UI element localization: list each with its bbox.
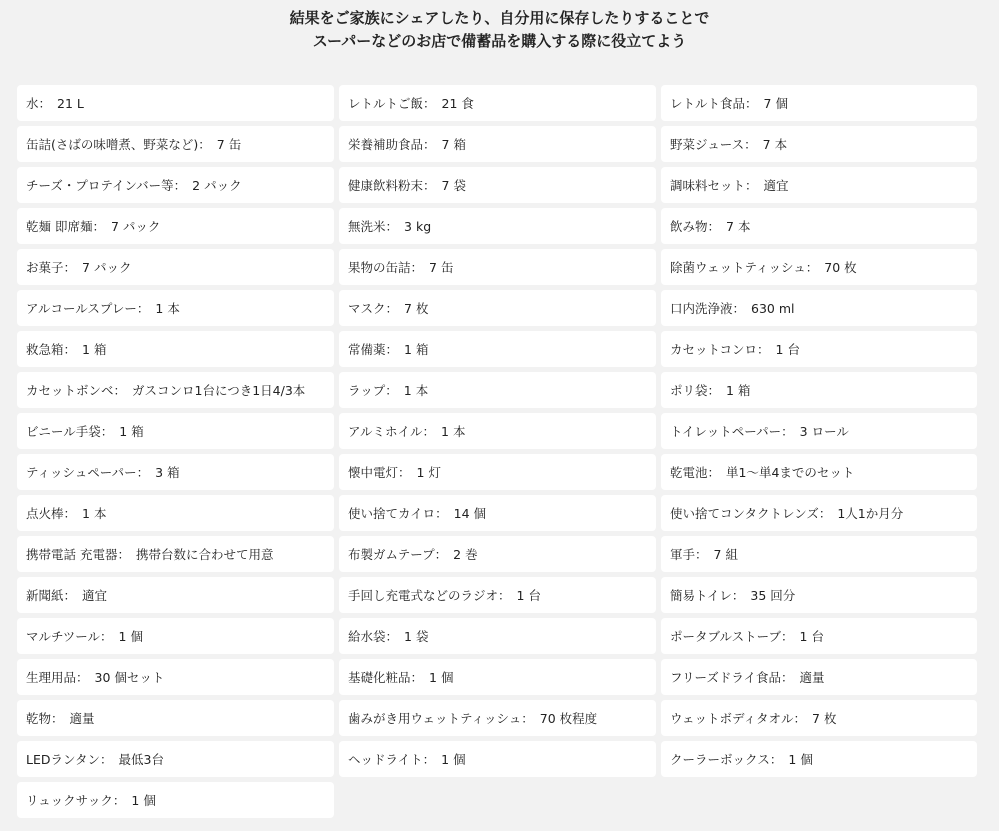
item-quantity: 1 箱 (82, 342, 107, 357)
item-quantity: 7 本 (726, 219, 751, 234)
item-separator: ： (63, 260, 77, 275)
item-quantity: 1 本 (82, 506, 107, 521)
item-separator: ： (92, 219, 105, 234)
item-quantity: 3 箱 (155, 465, 180, 480)
item-separator: ： (410, 260, 424, 275)
item-name: 軍手 (670, 547, 696, 562)
item-separator: ： (781, 670, 794, 685)
item-quantity: 630 ml (751, 300, 795, 316)
stockpile-item (661, 495, 977, 531)
stockpile-item (17, 372, 334, 408)
item-separator: ： (410, 670, 424, 685)
item-name: ティッシュペーパー (26, 465, 137, 480)
item-separator: ： (100, 424, 114, 439)
item-separator: ： (76, 670, 89, 685)
item-quantity: 7 枚 (812, 711, 837, 726)
stockpile-item (339, 85, 656, 121)
item-quantity: 1 本 (403, 383, 429, 398)
item-separator: ： (63, 342, 77, 357)
item-name: 歯みがき用ウェットティッシュ (348, 711, 522, 726)
item-separator: ： (422, 752, 436, 767)
item-quantity: 1 本 (155, 301, 180, 316)
item-quantity: 3 ロール (799, 424, 849, 439)
item-name: 懐中電灯 (348, 465, 399, 480)
stockpile-item (339, 290, 656, 326)
stockpile-item (17, 208, 334, 244)
item-name: ポータブルストーブ (670, 629, 782, 644)
item-name: 給水袋 (348, 629, 386, 644)
item-name: 手回し充電式などのラジオ (348, 588, 499, 603)
stockpile-item (17, 454, 334, 490)
item-name: 水 (26, 96, 39, 111)
item-quantity: 適量 (799, 670, 825, 685)
stockpile-item (339, 331, 656, 367)
item-quantity: 1 灯 (416, 465, 441, 480)
item-separator: ： (117, 547, 130, 562)
item-quantity: 2 パック (192, 178, 242, 193)
stockpile-item (661, 618, 977, 654)
item-quantity: 14 個 (453, 506, 487, 521)
stockpile-item (661, 536, 977, 572)
item-name: 乾電池 (670, 465, 708, 480)
item-name: ビニール手袋 (26, 424, 101, 439)
item-quantity: 1 個 (788, 752, 813, 767)
item-quantity: 1 箱 (119, 424, 144, 439)
item-quantity: 7 パック (82, 260, 132, 275)
item-separator: ： (731, 588, 745, 603)
item-separator: ： (707, 219, 721, 234)
item-name: チーズ・プロテインバー等 (26, 178, 174, 193)
item-name: トイレットペーパー (670, 424, 782, 439)
item-name: 常備薬 (348, 342, 386, 357)
item-quantity: 1 個 (118, 629, 143, 644)
item-quantity: 1 台 (516, 588, 541, 603)
item-name: 缶詰(さばの味噌煮、野菜など) (26, 137, 199, 152)
item-name: 携帯電話 充電器 (26, 547, 118, 562)
item-separator: ： (63, 588, 77, 603)
item-name: 栄養補助食品 (348, 137, 424, 152)
stockpile-item (339, 249, 656, 285)
item-name: 無洗米 (348, 219, 386, 234)
item-separator: ： (198, 137, 211, 152)
item-quantity: 適宜 (763, 178, 789, 193)
item-quantity: 7 組 (713, 547, 738, 562)
item-quantity: 70 枚程度 (539, 711, 598, 726)
item-name: 簡易トイレ (670, 588, 732, 603)
stockpile-item (339, 536, 656, 572)
item-quantity: 7 袋 (441, 178, 466, 193)
stockpile-item (17, 167, 334, 203)
item-separator: ： (757, 342, 770, 357)
stockpile-item (17, 126, 334, 162)
item-name: 使い捨てコンタクトレンズ (670, 506, 819, 521)
stockpile-item (339, 126, 656, 162)
stockpile-item (339, 208, 656, 244)
stockpile-item (17, 413, 334, 449)
stockpile-item (339, 741, 656, 777)
item-quantity: 7 缶 (429, 260, 454, 275)
stockpile-item (661, 372, 977, 408)
stockpile-item (17, 700, 334, 736)
item-separator: ： (745, 96, 758, 111)
item-quantity: 7 パック (111, 219, 161, 234)
item-name: 点火棒 (26, 506, 64, 521)
item-quantity: 7 箱 (441, 137, 466, 152)
item-name: ラップ (348, 383, 386, 398)
stockpile-item (661, 413, 977, 449)
stockpile-item (661, 249, 977, 285)
item-separator: ： (707, 465, 721, 480)
item-name: アルコールスプレー (26, 301, 137, 316)
item-separator: ： (385, 219, 399, 234)
item-separator: ： (732, 301, 746, 316)
item-separator: ： (385, 629, 399, 644)
item-quantity: 1 個 (429, 670, 454, 685)
item-quantity: 30 個セット (94, 670, 165, 685)
item-name: クーラーボックス (670, 752, 770, 767)
item-separator: ： (385, 301, 399, 316)
item-name: 使い捨てカイロ (348, 506, 436, 521)
stockpile-item (339, 413, 656, 449)
item-name: 口内洗浄液 (670, 301, 733, 316)
stockpile-item (661, 126, 977, 162)
item-separator: ： (51, 711, 64, 726)
item-name: ヘッドライト (348, 752, 423, 767)
stockpile-item (661, 208, 977, 244)
item-separator: ： (385, 383, 398, 398)
stockpile-item (661, 85, 977, 121)
stockpile-item (17, 782, 334, 818)
item-name: 基礎化粧品 (348, 670, 411, 685)
stockpile-item (17, 249, 334, 285)
item-separator: ： (769, 752, 783, 767)
item-quantity: 1 袋 (404, 629, 429, 644)
item-quantity: 1 本 (441, 424, 466, 439)
stockpile-item (17, 290, 334, 326)
stockpile-item (661, 167, 977, 203)
stockpile-item (17, 331, 334, 367)
item-name: マスク (348, 301, 386, 316)
item-separator: ： (100, 752, 113, 767)
item-separator: ： (818, 506, 832, 521)
item-separator: ： (63, 506, 77, 521)
stockpile-item (339, 659, 656, 695)
stockpile-item (339, 618, 656, 654)
stockpile-item (661, 290, 977, 326)
item-name: LEDランタン (26, 752, 100, 767)
item-name: 生理用品 (26, 670, 77, 685)
stockpile-item (661, 331, 977, 367)
item-name: 布製ガムテープ (348, 547, 435, 562)
item-quantity: 1 台 (775, 342, 800, 357)
item-name: 野菜ジュース (670, 137, 745, 152)
item-quantity: 7 本 (762, 137, 788, 152)
item-quantity: 70 枚 (824, 260, 857, 275)
item-separator: ： (423, 96, 436, 111)
stockpile-item (339, 454, 656, 490)
item-separator: ： (100, 629, 113, 644)
item-name: 除菌ウェットティッシュ (670, 260, 806, 275)
header-line-2: スーパーなどのお店で備蓄品を購入する際に役立てよう (312, 32, 687, 50)
stockpile-item (339, 700, 656, 736)
item-quantity: 7 缶 (216, 137, 242, 152)
header-line-1: 結果をご家族にシェアしたり、自分用に保存したりすることで (289, 9, 710, 27)
stockpile-item (17, 85, 334, 121)
item-quantity: 1 台 (799, 629, 824, 644)
stockpile-item (17, 495, 334, 531)
stockpile-item (661, 454, 977, 490)
item-separator: ： (136, 465, 150, 480)
item-name: 健康飲料粉末 (348, 178, 424, 193)
item-quantity: 適宜 (82, 588, 108, 603)
item-separator: ： (434, 547, 448, 562)
item-quantity: 7 個 (763, 96, 788, 111)
item-name: 救急箱 (26, 342, 64, 357)
item-separator: ： (521, 711, 534, 726)
item-separator: ： (744, 137, 757, 152)
item-separator: ： (435, 506, 448, 521)
item-separator: ： (781, 424, 794, 439)
item-name: レトルトご飯 (348, 96, 424, 111)
item-quantity: 単1〜単4までのセット (726, 465, 855, 480)
item-quantity: 1人1か月分 (837, 506, 904, 521)
stockpile-item-grid (17, 85, 977, 818)
stockpile-item (339, 372, 656, 408)
item-separator: ： (781, 629, 794, 644)
stockpile-item (661, 577, 977, 613)
item-name: アルミホイル (348, 424, 423, 439)
item-name: 果物の缶詰 (348, 260, 411, 275)
stockpile-item (661, 659, 977, 695)
item-name: ポリ袋 (670, 383, 708, 398)
item-name: お菓子 (26, 260, 64, 275)
item-quantity: 7 枚 (404, 301, 429, 316)
item-name: 乾麺 即席麺 (26, 219, 93, 234)
item-name: フリーズドライ食品 (670, 670, 782, 685)
item-quantity: 21 食 (441, 96, 474, 111)
item-quantity: 35 回分 (750, 588, 796, 603)
item-quantity: 1 箱 (726, 383, 751, 398)
stockpile-item (339, 495, 656, 531)
item-quantity: 1 個 (131, 793, 156, 808)
item-separator: ： (423, 137, 436, 152)
item-separator: ： (422, 424, 436, 439)
item-separator: ： (805, 260, 819, 275)
item-name: レトルト食品 (670, 96, 746, 111)
item-name: 乾物 (26, 711, 52, 726)
item-quantity: 2 巻 (453, 547, 478, 562)
item-quantity: ガスコンロ1台につき1日4/3本 (132, 383, 306, 398)
stockpile-item (17, 536, 334, 572)
item-separator: ： (423, 178, 436, 193)
item-separator: ： (498, 588, 511, 603)
item-quantity: 携帯台数に合わせて用意 (136, 547, 274, 562)
item-separator: ： (745, 178, 758, 193)
stockpile-item (17, 577, 334, 613)
stockpile-item (661, 741, 977, 777)
item-separator: ： (385, 342, 399, 357)
item-quantity: 1 箱 (404, 342, 429, 357)
item-separator: ： (38, 96, 52, 111)
item-separator: ： (398, 465, 411, 480)
item-separator: ： (793, 711, 807, 726)
item-name: 調味料セット (670, 178, 746, 193)
item-separator: ： (136, 301, 150, 316)
stockpile-item (661, 700, 977, 736)
item-separator: ： (112, 793, 126, 808)
item-separator: ： (707, 383, 721, 398)
item-name: マルチツール (26, 629, 101, 644)
item-name: カセットコンロ (670, 342, 758, 357)
item-separator: ： (695, 547, 708, 562)
stockpile-item (339, 577, 656, 613)
stockpile-item (17, 741, 334, 777)
item-separator: ： (173, 178, 187, 193)
item-name: 飲み物 (670, 219, 708, 234)
item-quantity: 適量 (69, 711, 95, 726)
item-quantity: 21 L (57, 95, 84, 111)
stockpile-item (17, 618, 334, 654)
item-name: ウェットボディタオル (670, 711, 794, 726)
item-name: リュックサック (26, 793, 113, 808)
item-name: カセットボンベ (26, 383, 114, 398)
item-separator: ： (113, 383, 127, 398)
stockpile-item (17, 659, 334, 695)
item-quantity: 最低3台 (118, 752, 164, 767)
item-name: 新聞紙 (26, 588, 64, 603)
item-quantity: 3 kg (404, 218, 432, 234)
item-quantity: 1 個 (441, 752, 466, 767)
stockpile-item (339, 167, 656, 203)
page-header (0, 7, 999, 53)
